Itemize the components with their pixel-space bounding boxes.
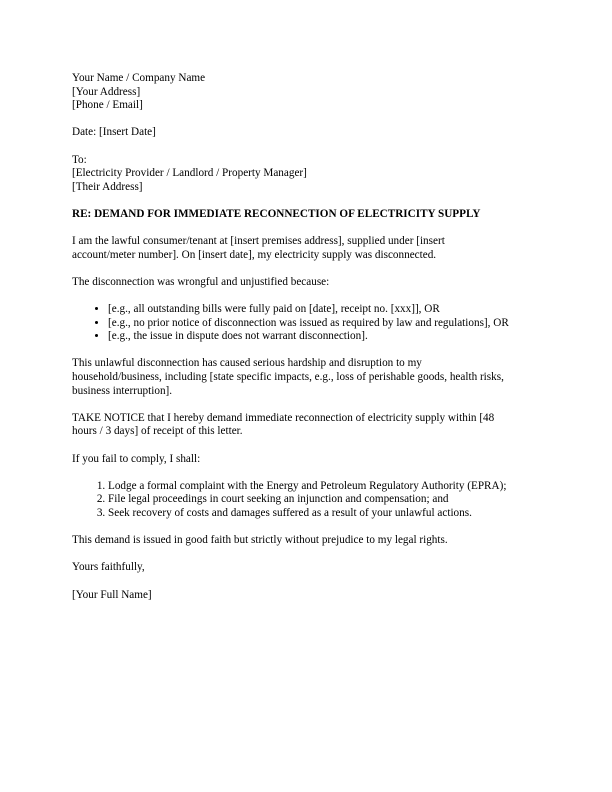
- good-faith-paragraph: [72, 534, 542, 548]
- closing-paragraph: [72, 561, 542, 575]
- notice-line-1: TAKE NOTICE that I hereby demand immediate reconnection of electricity supply within [48: [72, 411, 495, 424]
- recipient-to-label: To:: [72, 153, 87, 166]
- signature-block: [72, 589, 542, 603]
- sender-name: Your Name / Company Name: [72, 72, 206, 84]
- reason-item: • [e.g., all outstanding bills were fully paid on [date], receipt no. [xxx]], OR: [108, 303, 542, 317]
- action-item: 1. Lodge a formal complaint with the Energy and Petroleum Regulatory Authority (EPRA);: [108, 480, 542, 494]
- recipient-address: [Their Address]: [72, 180, 143, 193]
- sender-block: [72, 72, 542, 113]
- closing-line: Yours faithfully,: [72, 561, 145, 574]
- intro-line-1: I am the lawful consumer/tenant at [insert premises address], supplied under [insert: [72, 235, 445, 248]
- notice-paragraph: [72, 412, 542, 439]
- reason-item: • [e.g., the issue in dispute does not warrant disconnection].: [108, 330, 542, 344]
- intro-paragraph: [72, 235, 542, 262]
- good-faith-line: This demand is issued in good faith but strictly without prejudice to my legal rights.: [72, 534, 448, 547]
- actions-list: [72, 480, 542, 521]
- intro-line-2: account/meter number]. On [insert date], my electricity supply was disconnected.: [72, 248, 437, 261]
- sender-contact: [Phone / Email]: [72, 99, 143, 112]
- action-item: 2. File legal proceedings in court seeking an injunction and compensation; and: [108, 493, 542, 507]
- date-block: [72, 126, 542, 140]
- signature-line: [Your Full Name]: [72, 588, 152, 601]
- hardship-line-1: This unlawful disconnection has caused serious hardship and disruption to my: [72, 357, 422, 370]
- hardship-line-2: household/business, including [state specific impacts, e.g., loss of perishable goods, health risks,: [72, 371, 504, 384]
- hardship-paragraph: [72, 357, 542, 398]
- notice-line-2: hours / 3 days] of receipt of this letter.: [72, 425, 243, 438]
- reason-item: • [e.g., no prior notice of disconnection was issued as required by law and regulations], OR: [108, 317, 542, 331]
- recipient-block: [72, 154, 542, 195]
- action-item: 3. Seek recovery of costs and damages suffered as a result of your unlawful actions.: [108, 507, 542, 521]
- wrongful-paragraph: [72, 276, 542, 290]
- subject-heading: [72, 208, 542, 222]
- comply-paragraph: [72, 453, 542, 467]
- hardship-line-3: business interruption].: [72, 384, 173, 397]
- wrongful-line: The disconnection was wrongful and unjustified because:: [72, 275, 330, 288]
- reasons-list: [72, 303, 542, 344]
- subject-line: RE: DEMAND FOR IMMEDIATE RECONNECTION OF ELECTRICITY SUPPLY: [72, 207, 481, 220]
- sender-address: [Your Address]: [72, 85, 141, 98]
- letter-body: [72, 72, 542, 616]
- date-line: Date: [Insert Date]: [72, 126, 156, 139]
- comply-line: If you fail to comply, I shall:: [72, 452, 201, 465]
- recipient-provider: [Electricity Provider / Landlord / Property Manager]: [72, 167, 307, 180]
